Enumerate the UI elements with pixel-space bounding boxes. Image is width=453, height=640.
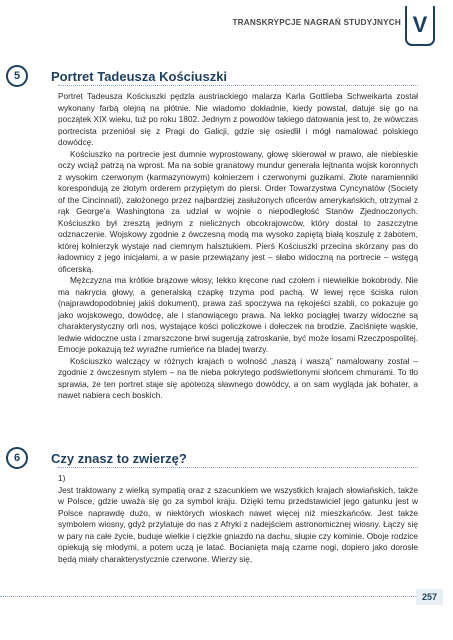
paragraph: Jest traktowany z wielką sympatią oraz z szacunkiem we wszystkich krajach słowiańskich, także w Polsce, gdzie uważa się go za symbol kraju. Dzięki temu przedstawiciel jego gatunku jest w Polsce naprawdę dużo, w niektórych wioskach nawet więcej niż mieszkańców. Jest także symbolem wiosny, gdyż przylatuje do nas z Afryki z nadejściem astronomicznej wiosny. Łączy się w pary na całe życie, buduje wielkie i ciężkie gniazdo na dachu, słupie czy kominie. Oboje rodzice opiekują się młodymi, a potem uczą je latać. Bocianięta mają czarne nogi, dopiero jako dorosłe będą miały charakterystycznie czerwone. Wierzy się,	[58, 484, 418, 564]
section-6-heading	[6, 447, 187, 469]
section-title: Czy znasz to zwierzę?	[51, 450, 187, 466]
section-5-body	[58, 91, 418, 402]
paragraph: Kościuszko na portrecie jest dumnie wyprostowany, głowę skierował w prawo, ale niebieskie oczy wciąż patrzą na wprost. Ma na sobie granatowy mundur generała lejtnanta wojsk koronnych z wysokim czerwonym (karmazynowym) kołnierzem i czerwonymi guzikami. Złote naramienniki korespondują ze złotym orderem przypiętym do piersi. Order Towarzystwa Cyncynatów (Society of the Cincinnati), założonego przez najbardziej zasłużonych oficerów amerykańskich, otrzymał z rąk George'a Washingtona za udział w wojnie o niepodległość Stanów Zjednoczonych. Kościuszko był zresztą jednym z nielicznych obcokrajowców, który dostał to zaszczytne odznaczenie. Wojskowy zgodnie z ówczesną modą ma wysoko zapiętą białą koszulę z żabotem, której kołnierzyk wystaje nad ciemnym halsztukiem. Pierś Kościuszki przecina skórzany pas do ładownicy z jego inicjałami, a w pasie przewiązany jest – słabo widoczną na portrecie – wstęgą oficerską.	[58, 148, 418, 274]
paragraph: Mężczyzna ma krótkie brązowe włosy, lekko kręcone nad czołem i niewielkie bokobrody. Nie ma nakrycia głowy, a generalską czapkę trzyma pod pachą. W lewej ręce ściska rulon (najprawdopodobniej jakiś dokument), prawa zaś spoczywa na rękojeści szabli, co pokazuje go jako wojskowego, dowódcę, ale i stanowiącego prawa. Na lekko pociągłej twarzy widoczne są charakterystyczny orli nos, wystające kości policzkowe i dołeczek na brodzie. Zaciśnięte wąskie, ledwie widoczne usta i zmarszczone brwi sugerują zatroskanie, być może losami Rzeczpospolitej. Emocje pokazują też wyraźne rumieńce na bladej twarzy.	[58, 275, 418, 354]
item-label: 1)	[58, 473, 66, 483]
paragraph: Kościuszko walczący w różnych krajach o wolność „naszą i waszą” namalowany został – zgodnie z ówczesnym stylem – na tle nieba pokrytego podświetlonymi słońcem chmurami. To tło sprawia, że ten portret staje się apoteozą sławnego dowódcy, a on sam wygląda jak bohater, a nawet nabiera cech boskich.	[58, 355, 418, 400]
heading-divider	[58, 467, 418, 468]
section-title: Portret Tadeusza Kościuszki	[51, 68, 228, 84]
footer-divider	[0, 596, 420, 597]
page-number: 257	[416, 589, 443, 605]
heading-divider	[58, 85, 418, 86]
running-header: TRANSKRYPCJE NAGRAŃ STUDYJNYCH	[232, 18, 401, 27]
section-number-badge: 5	[6, 65, 28, 87]
paragraph: Portret Tadeusza Kościuszki pędzla austriackiego malarza Karla Gottlieba Schweikarta został wykonany farbą olejną na płótnie. Nie wiadomo dokładnie, kiedy powstał, datuje się go na początek XIX wieku, tuż po roku 1802. Jednym z powodów takiego datowania jest to, że wówczas portrecista przeniósł się z Pragi do Galicji, gdzie się osiedlił i mógł namalować polskiego dowódcę.	[58, 91, 418, 147]
section-6-body	[58, 473, 418, 565]
section-number-badge: 6	[6, 447, 28, 469]
chapter-marker: V	[405, 6, 435, 46]
section-5-heading	[6, 65, 227, 87]
